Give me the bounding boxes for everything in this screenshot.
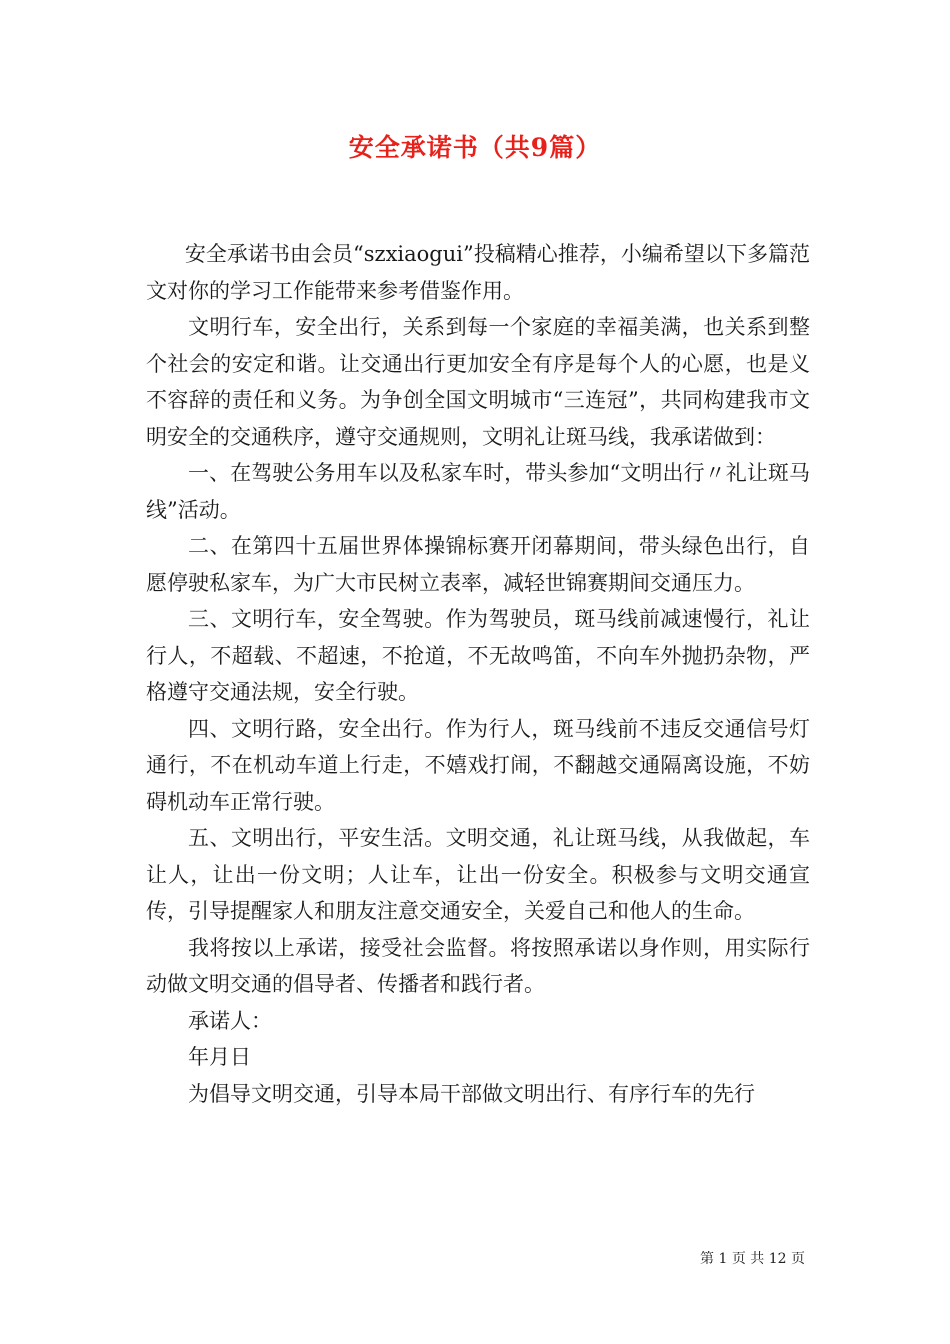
commitment-item-3: 三、文明行车，安全驾驶。作为驾驶员，斑马线前减速慢行，礼让行人，不超载、不超速，不抢道，不无故鸣笛，不向车外抛扔杂物，严格遵守交通法规，安全行驶。 xyxy=(146,607,810,704)
next-article-paragraph: 为倡导文明交通，引导本局干部做文明出行、有序行车的先行 xyxy=(188,1081,755,1106)
document-title: 安全承诺书（共9篇） xyxy=(348,133,602,162)
page-number: 第 1 页 共 12 页 xyxy=(700,1251,805,1267)
commitment-item-1: 一、在驾驶公务用车以及私家车时，带头参加“文明出行〃礼让斑马线”活动。 xyxy=(146,461,810,522)
commitment-item-5: 五、文明出行，平安生活。文明交通，礼让斑马线，从我做起，车让人，让出一份文明；人让车，让出一份安全。积极参与文明交通宣传，引导提醒家人和朋友注意交通安全，关爱自己和他人的生命。 xyxy=(146,826,810,923)
closing-paragraph: 我将按以上承诺，接受社会监督。将按照承诺以身作则，用实际行动做文明交通的倡导者、传播者和践行者。 xyxy=(146,935,810,996)
intro-paragraph: 安全承诺书由会员“szxiaogui”投稿精心推荐，小编希望以下多篇范文对你的学习工作能带来参考借鉴作用。 xyxy=(146,242,810,303)
commitment-item-2: 二、在第四十五届世界体操锦标赛开闭幕期间，带头绿色出行，自愿停驶私家车，为广大市民树立表率，减轻世锦赛期间交通压力。 xyxy=(146,534,810,595)
date-label: 年月日 xyxy=(188,1045,251,1069)
signatory-label: 承诺人： xyxy=(188,1008,272,1033)
document-body xyxy=(146,236,810,1112)
body-paragraph: 文明行车，安全出行，关系到每一个家庭的幸福美满，也关系到整个社会的安定和谐。让交通出行更加安全有序是每个人的心愿，也是义不容辞的责任和义务。为争创全国文明城市“三连冠”，共同构建我市文明安全的交通秩序，遵守交通规则，文明礼让斑马线，我承诺做到： xyxy=(146,315,810,449)
commitment-item-4: 四、文明行路，安全出行。作为行人，斑马线前不违反交通信号灯通行，不在机动车道上行走，不嬉戏打闹，不翻越交通隔离设施，不妨碍机动车正常行驶。 xyxy=(146,716,810,814)
